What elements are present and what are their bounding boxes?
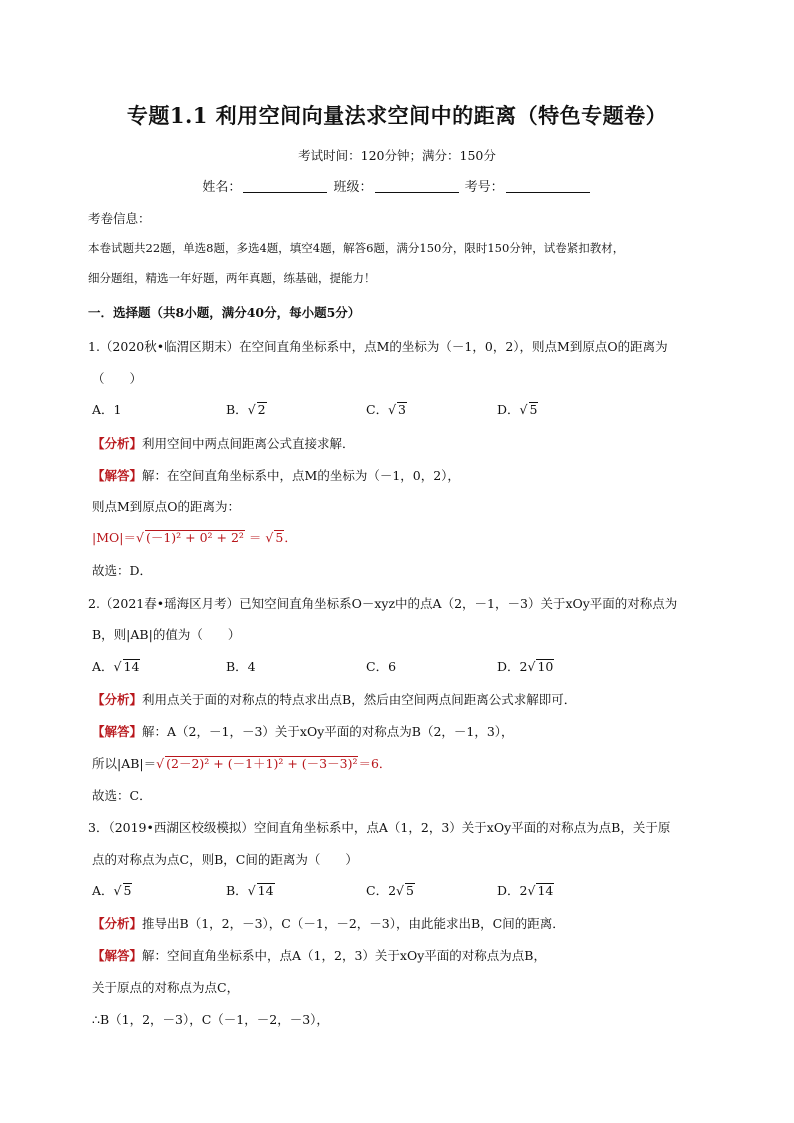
q1-answer-2: 则点M到原点O的距离为： <box>92 499 241 514</box>
q2-stem-1: 2.（2021春•瑶海区月考）已知空间直角坐标系O－xyz中的点A（2，－1，－3）关于xOy平面的对称点为 <box>88 596 678 611</box>
q3-answer-1: 【解答】解：空间直角坐标系中，点A（1，2，3）关于xOy平面的对称点为点B， <box>92 948 546 963</box>
q3-option-a: A．√ 5 <box>92 883 132 898</box>
info-label: 考卷信息： <box>88 211 151 226</box>
class-blank <box>375 180 459 193</box>
q3-analysis: 【分析】推导出B（1，2，－3），C（－1，－2，－3），由此能求出B，C间的距离． <box>92 916 565 931</box>
info-line-2: 细分题组，精选一年好题，两年真题，练基础，提能力！ <box>88 271 376 285</box>
id-label: 考号： <box>464 180 504 195</box>
name-blank <box>243 180 327 193</box>
q2-analysis: 【分析】利用点关于面的对称点的特点求出点B，然后由空间两点间距离公式求解即可． <box>92 692 577 707</box>
q1-answer-1: 【解答】解：在空间直角坐标系中，点M的坐标为（－1，0，2）， <box>92 468 460 483</box>
name-label: 姓名： <box>202 180 242 195</box>
q1-option-c: C．√ 3 <box>366 402 406 417</box>
section-heading: 一．选择题（共8小题，满分40分，每小题5分） <box>88 305 361 320</box>
q1-formula: |MO|＝√ (－1)² + 0² + 2² ＝ √ 5． <box>92 530 297 545</box>
q1-stem: 1.（2020秋•临渭区期末）在空间直角坐标系中，点M的坐标为（－1，0，2），则点M到原点O的距离为 <box>88 339 668 354</box>
q3-stem-1: 3．（2019•西湖区校级模拟）空间直角坐标系中，点A（1，2，3）关于xOy平面的对称点为点B，关于原 <box>88 820 671 835</box>
q2-stem-2: B，则|AB|的值为（ ） <box>92 627 241 642</box>
q1-paren: （ ） <box>92 371 143 386</box>
q2-option-b: B．4 <box>226 659 256 674</box>
q1-b-radicand: 2 <box>257 402 266 417</box>
q3-option-c: C．2√ 5 <box>366 883 414 898</box>
q1-option-d: D．√ 5 <box>497 402 538 417</box>
q2-option-a: A．√ 14 <box>92 659 140 674</box>
q1-d-radicand: 5 <box>529 402 538 417</box>
q2-option-c: C．6 <box>366 659 397 674</box>
info-line-1: 本卷试题共22题，单选8题，多选4题，填空4题，解答6题，满分150分，限时150分钟，试卷紧扣教材， <box>88 241 625 255</box>
q3-option-d: D．2√ 14 <box>497 883 554 898</box>
exam-time: 考试时间：120分钟；满分：150分 <box>298 148 496 163</box>
q1-c-radicand: 3 <box>398 402 406 417</box>
q1-option-a: A．1 <box>92 402 122 417</box>
student-info-line <box>0 176 794 195</box>
q3-option-b: B．√ 14 <box>226 883 274 898</box>
class-label: 班级： <box>333 180 373 195</box>
q3-answer-2: 关于原点的对称点为点C， <box>92 980 240 995</box>
q2-formula: 所以|AB|＝√ (2－2)² + (－1＋1)² + (－3－3)²＝6． <box>92 756 392 771</box>
id-blank <box>506 180 590 193</box>
page-title: 专题1.1 利用空间向量法求空间中的距离（特色专题卷） <box>126 103 668 128</box>
q2-choice: 故选：C． <box>92 788 152 803</box>
q1-choice: 故选：D． <box>92 563 153 578</box>
q3-stem-2: 点的对称点为点C，则B，C间的距离为（ ） <box>92 852 358 867</box>
q2-answer-1: 【解答】解：A（2，－1，－3）关于xOy平面的对称点为B（2，－1，3）， <box>92 724 514 739</box>
q3-answer-3: ∴B（1，2，－3），C（－1，－2，－3）， <box>92 1012 329 1027</box>
q1-analysis: 【分析】利用空间中两点间距离公式直接求解． <box>92 436 355 451</box>
q2-option-d: D．2√ 10 <box>497 659 554 674</box>
q1-option-b: B．√ 2 <box>226 402 266 417</box>
